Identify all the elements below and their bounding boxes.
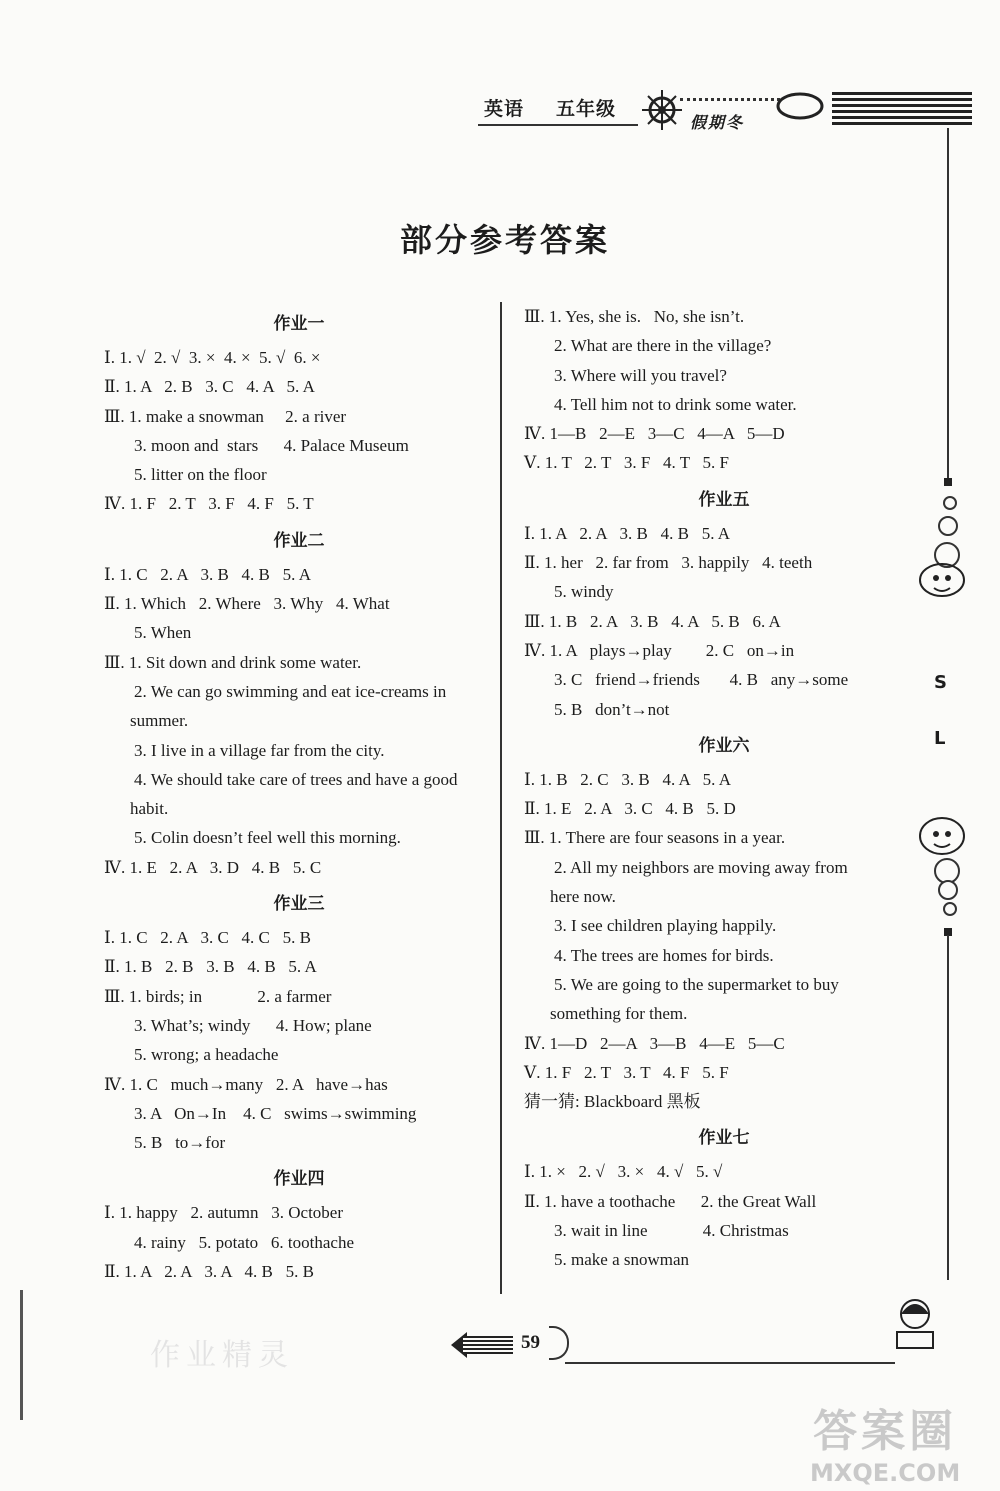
answer-line: Ⅰ. 1. C 2. A 3. B 4. B 5. A <box>104 564 311 584</box>
answer-line: 3. What’s; windy 4. How; plane <box>134 1015 372 1035</box>
answer-line: Ⅰ. 1. happy 2. autumn 3. October <box>104 1203 344 1223</box>
answer-line: 5. When <box>134 623 192 643</box>
page-number: 59 <box>521 1332 540 1353</box>
answer-line: Ⅱ. 1. Which 2. Where 3. Why 4. What <box>104 594 390 614</box>
section-heading: 作业一 <box>273 314 325 334</box>
answer-line: 3. C friend→friends 4. B any→some <box>554 670 849 690</box>
answer-line: 2. We can go swimming and eat ice-creams in <box>134 681 447 701</box>
margin-circle <box>938 880 958 900</box>
answer-line: here now. <box>550 887 616 907</box>
answer-line: Ⅰ. 1. C 2. A 3. C 4. C 5. B <box>104 928 311 948</box>
answer-line: Ⅱ. 1. A 2. B 3. C 4. A 5. A <box>104 377 315 397</box>
answer-line: 4. The trees are homes for birds. <box>554 945 774 965</box>
margin-circle <box>943 902 957 916</box>
answer-line: Ⅰ. 1. A 2. A 3. B 4. B 5. A <box>524 523 731 543</box>
answer-line: 5. B to→for <box>134 1133 226 1153</box>
answer-line: Ⅳ. 1. F 2. T 3. F 4. F 5. T <box>104 494 314 514</box>
answer-line: 5. Colin doesn’t feel well this morning. <box>134 828 401 848</box>
answer-line: Ⅳ. 1—D 2—A 3—B 4—E 5—C <box>524 1033 785 1053</box>
section-heading: 作业五 <box>698 489 750 510</box>
cartoon-reader-icon <box>875 1288 945 1358</box>
answer-line: summer. <box>130 711 189 731</box>
left-answer-column <box>104 302 494 1286</box>
answer-line: 5. make a snowman <box>554 1250 690 1270</box>
margin-circle <box>938 516 958 536</box>
site-watermark <box>810 1395 960 1487</box>
grade-label: 五年级 <box>556 98 617 120</box>
answer-line: Ⅲ. 1. make a snowman 2. a river <box>104 406 347 426</box>
header-rule <box>478 124 638 126</box>
answer-line: Ⅰ. 1. B 2. C 3. B 4. A 5. A <box>524 769 731 789</box>
column-divider <box>500 302 502 1294</box>
answer-line: Ⅴ. 1. F 2. T 3. T 4. F 5. F <box>524 1062 729 1082</box>
book-title: 假期冬 <box>690 113 745 132</box>
answer-line: 5. litter on the floor <box>134 465 267 485</box>
margin-letter-s: S <box>934 672 947 693</box>
answer-line: habit. <box>130 799 169 819</box>
answer-line: Ⅲ. 1. Sit down and drink some water. <box>104 652 362 672</box>
answer-line: 3. I live in a village far from the city. <box>134 740 385 760</box>
answer-line: 5. windy <box>554 582 614 602</box>
answer-line: 5. B don’t→not <box>554 699 670 719</box>
margin-square <box>944 478 952 486</box>
answer-line: 4. rainy 5. potato 6. toothache <box>134 1232 355 1252</box>
section-heading: 作业三 <box>273 894 325 915</box>
answer-line: 5. We are going to the supermarket to buy <box>554 974 839 994</box>
answer-line: Ⅰ. 1. × 2. √ 3. × 4. √ 5. √ <box>524 1162 723 1182</box>
left-edge-mark <box>20 1290 23 1420</box>
answer-line: Ⅳ. 1. E 2. A 3. D 4. B 5. C <box>104 857 322 877</box>
answer-line: Ⅲ. 1. There are four seasons in a year. <box>524 828 786 848</box>
answer-line: 3. Where will you travel? <box>554 365 727 385</box>
section-heading: 作业四 <box>273 1169 325 1190</box>
subject-label: 英语 <box>484 98 525 120</box>
swoosh-icon <box>770 88 830 128</box>
page-title: 部分参考答案 <box>399 221 610 259</box>
margin-circle <box>943 496 957 510</box>
answer-line: 3. moon and stars 4. Palace Museum <box>134 435 409 455</box>
margin-line-top <box>947 128 949 478</box>
section-heading: 作业六 <box>698 735 750 756</box>
answer-line: 2. What are there in the village? <box>554 336 772 356</box>
footer-rule <box>565 1362 895 1364</box>
page-header <box>470 88 970 138</box>
header-dots <box>680 98 780 101</box>
answer-line: Ⅱ. 1. B 2. B 3. B 4. B 5. A <box>104 957 317 977</box>
section-heading: 作业七 <box>698 1128 750 1149</box>
answer-line: Ⅳ. 1. A plays→play 2. C on→in <box>524 640 795 660</box>
footer-arrow-stripes <box>463 1336 513 1354</box>
answer-line: 猜一猜: Blackboard 黑板 <box>524 1092 701 1112</box>
answer-line: Ⅲ. 1. Yes, she is. No, she isn’t. <box>524 307 745 326</box>
answer-line: Ⅳ. 1. C much→many 2. A have→has <box>104 1074 388 1094</box>
answer-line: 2. All my neighbors are moving away from <box>554 857 848 877</box>
answer-line: 4. We should take care of trees and have a good <box>134 769 458 789</box>
answer-line: Ⅴ. 1. T 2. T 3. F 4. T 5. F <box>524 453 729 473</box>
answer-line: Ⅲ. 1. birds; in 2. a farmer <box>104 986 332 1006</box>
answer-line: Ⅳ. 1—B 2—E 3—C 4—A 5—D <box>524 424 785 444</box>
answer-line: 3. wait in line 4. Christmas <box>554 1221 789 1241</box>
compass-icon <box>640 88 684 132</box>
faint-stamp: 作业精灵 <box>150 1338 294 1373</box>
answer-line: Ⅲ. 1. B 2. A 3. B 4. A 5. B 6. A <box>524 611 781 631</box>
answer-line: 4. Tell him not to drink some water. <box>554 394 797 414</box>
answer-line: Ⅱ. 1. E 2. A 3. C 4. B 5. D <box>524 799 736 819</box>
answer-line: 3. I see children playing happily. <box>554 916 777 936</box>
header-stripes <box>832 92 972 126</box>
page-footer <box>455 1318 895 1378</box>
answer-line: Ⅱ. 1. have a toothache 2. the Great Wall <box>524 1191 817 1211</box>
section-heading: 作业二 <box>273 530 325 551</box>
watermark-url: MXQE.COM <box>810 1459 961 1487</box>
right-answer-column <box>524 302 924 1275</box>
margin-letter-l: L <box>934 728 946 749</box>
answer-line: Ⅱ. 1. A 2. A 3. A 4. B 5. B <box>104 1262 314 1282</box>
answer-line: something for them. <box>550 1004 688 1024</box>
answer-line: Ⅰ. 1. √ 2. √ 3. × 4. × 5. √ 6. × <box>104 348 321 367</box>
page-number-bracket <box>549 1326 569 1360</box>
answer-line: Ⅱ. 1. her 2. far from 3. happily 4. teeth <box>524 553 813 573</box>
answer-line: 5. wrong; a headache <box>134 1045 279 1065</box>
margin-line-bottom <box>947 935 949 1280</box>
watermark-main: 答案圈 <box>813 1406 958 1457</box>
answer-line: 3. A On→In 4. C swims→swimming <box>134 1103 417 1123</box>
